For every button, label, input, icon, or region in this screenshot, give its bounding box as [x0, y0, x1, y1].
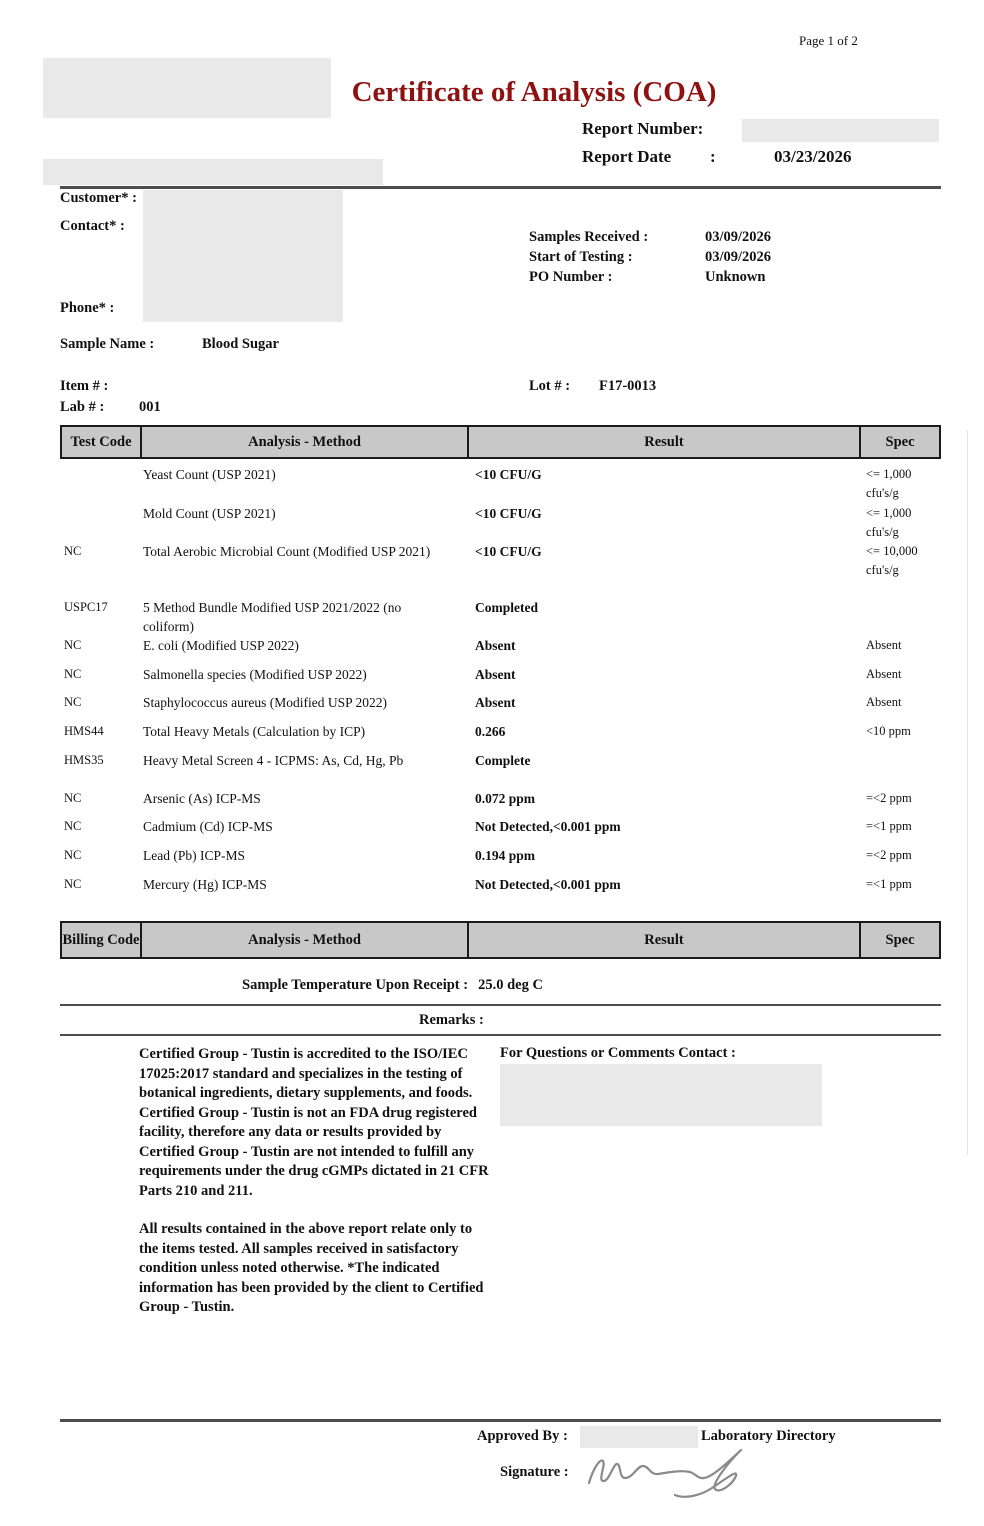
- table-row: [60, 846, 941, 865]
- cell-code: NC: [64, 791, 82, 805]
- report-date-label: Report Date: [582, 147, 672, 166]
- footer-divider-rule: [60, 1419, 941, 1422]
- header-spec: Spec: [885, 434, 915, 450]
- cell-code: NC: [64, 877, 82, 891]
- table-row: [60, 598, 941, 636]
- lab-number-label: Lab # :: [60, 399, 105, 415]
- temperature-divider-rule: [60, 1004, 941, 1006]
- cell-result: 0.266: [475, 724, 506, 739]
- cell-spec: <= 1,000 cfu's/g: [866, 467, 912, 500]
- redacted-lab-logo: [43, 58, 331, 118]
- cell-code: HMS44: [64, 724, 104, 738]
- billing-table: [60, 921, 941, 959]
- samples-received-label: Samples Received :: [529, 229, 649, 245]
- customer-label: Customer* :: [60, 190, 137, 206]
- cell-analysis: Staphylococcus aureus (Modified USP 2022): [143, 695, 387, 710]
- results-table-header: [60, 425, 941, 459]
- cell-code: [60, 504, 140, 542]
- sample-temperature-value: 25.0 deg C: [478, 977, 543, 993]
- cell-result: <10 CFU/G: [475, 506, 542, 521]
- item-number-label: Item # :: [60, 378, 109, 394]
- table-row: [60, 722, 941, 741]
- cell-spec: <= 10,000 cfu's/g: [866, 544, 918, 577]
- cell-result: 0.194 ppm: [475, 848, 536, 863]
- cell-analysis: Yeast Count (USP 2021): [143, 467, 276, 482]
- questions-contact-label: For Questions or Comments Contact :: [500, 1045, 736, 1061]
- cell-result: 0.072 ppm: [475, 791, 536, 806]
- remarks-label: Remarks :: [419, 1012, 484, 1028]
- results-disclaimer-paragraph: All results contained in the above report relate only to the items tested. All samples received in satisfactory condition unless noted otherwise. *The indicated information has been provided by the client to Certified Group - Tustin.: [139, 1221, 484, 1315]
- table-row: [60, 875, 941, 894]
- header-billing-code: Billing Code: [62, 923, 142, 957]
- cell-analysis: Total Aerobic Microbial Count (Modified USP 2021): [143, 544, 431, 559]
- cell-code: [60, 465, 140, 503]
- cell-spec: <= 1,000 cfu's/g: [866, 506, 912, 539]
- remarks-divider-rule: [60, 1034, 941, 1036]
- cell-analysis: Mercury (Hg) ICP-MS: [143, 877, 267, 892]
- cell-spec: =<2 ppm: [866, 791, 912, 805]
- report-date-colon: :: [710, 147, 716, 166]
- cell-code: NC: [64, 638, 82, 652]
- cell-analysis: Cadmium (Cd) ICP-MS: [143, 819, 273, 834]
- cell-spec: =<1 ppm: [866, 819, 912, 833]
- start-of-testing-value: 03/09/2026: [705, 249, 772, 265]
- table-row: [60, 817, 941, 836]
- lot-number-label: Lot # :: [529, 378, 571, 394]
- table-row: [60, 542, 941, 580]
- cell-result: Complete: [475, 753, 531, 768]
- po-number-label: PO Number :: [529, 269, 613, 285]
- cell-spec: [859, 751, 937, 770]
- cell-code: HMS35: [64, 753, 104, 767]
- signature-image: [583, 1443, 775, 1501]
- cell-analysis: Salmonella species (Modified USP 2022): [143, 667, 367, 682]
- report-number-label: Report Number:: [582, 119, 704, 138]
- cell-code: NC: [64, 544, 82, 558]
- sample-name-value: Blood Sugar: [202, 336, 279, 352]
- start-of-testing-label: Start of Testing :: [529, 249, 633, 265]
- cell-result: Absent: [475, 695, 516, 710]
- redacted-lab-address: [43, 159, 383, 185]
- signature-scribble-icon: [583, 1443, 775, 1501]
- cell-spec: [859, 598, 937, 636]
- cell-spec: <10 ppm: [866, 724, 911, 738]
- sample-temperature-label: Sample Temperature Upon Receipt :: [242, 977, 469, 993]
- sample-temperature-row: [242, 977, 543, 994]
- lot-number-value: F17-0013: [599, 378, 657, 394]
- cell-spec: =<1 ppm: [866, 877, 912, 891]
- redacted-contact-details: [500, 1064, 822, 1126]
- contact-label: Contact* :: [60, 218, 125, 234]
- table-row: [60, 693, 941, 712]
- po-number-value: Unknown: [705, 269, 766, 285]
- cell-analysis: Total Heavy Metals (Calculation by ICP): [143, 724, 366, 739]
- cell-analysis: 5 Method Bundle Modified USP 2021/2022 (no coliform): [143, 600, 402, 634]
- cell-code: NC: [64, 819, 82, 833]
- accreditation-paragraph: Certified Group - Tustin is accredited to the ISO/IEC 17025:2017 standard and specializes in the testing of botanical ingredients, dietary supplements, and foods. Certified Group - Tustin is not an FDA drug registered facility, therefore any data or results provided by Certified Group - Tustin are not intended to fulfill any requirements under the drug cGMPs dictated in 21 CFR Parts 210 and 211.: [139, 1046, 489, 1199]
- cell-code: NC: [64, 695, 82, 709]
- results-table-body: [60, 459, 941, 894]
- report-date-value: 03/23/2026: [774, 147, 852, 166]
- table-row: [60, 665, 941, 684]
- cell-code: NC: [64, 667, 82, 681]
- cell-result: Absent: [475, 638, 516, 653]
- document-title: Certificate of Analysis (COA): [351, 76, 717, 108]
- phone-label: Phone* :: [60, 300, 115, 316]
- cell-result: Absent: [475, 667, 516, 682]
- billing-table-header: [60, 921, 941, 959]
- table-row: [60, 789, 941, 808]
- cell-code: NC: [64, 848, 82, 862]
- table-row: [60, 636, 941, 655]
- header-result: Result: [469, 427, 861, 457]
- cell-spec: Absent: [866, 667, 902, 681]
- table-row: [60, 465, 941, 503]
- cell-spec: =<2 ppm: [866, 848, 912, 862]
- header-analysis-method: Analysis - Method: [142, 923, 469, 957]
- samples-received-value: 03/09/2026: [705, 229, 772, 245]
- cell-analysis: Arsenic (As) ICP-MS: [143, 791, 261, 806]
- header-test-code: Test Code: [62, 427, 142, 457]
- cell-result: <10 CFU/G: [475, 467, 542, 482]
- header-spec: Spec: [885, 932, 915, 948]
- header-result: Result: [469, 923, 861, 957]
- cell-result: <10 CFU/G: [475, 544, 542, 559]
- cell-analysis: Heavy Metal Screen 4 - ICPMS: As, Cd, Hg, Pb: [143, 753, 404, 768]
- table-right-edge-line: [967, 430, 968, 1155]
- cell-result: Not Detected,<0.001 ppm: [475, 819, 621, 834]
- table-row: [60, 504, 941, 542]
- header-divider-rule: [60, 186, 941, 189]
- redacted-customer-details: [143, 190, 343, 322]
- page-number-label: Page 1 of 2: [799, 33, 858, 48]
- cell-analysis: Lead (Pb) ICP-MS: [143, 848, 245, 863]
- approved-by-label: Approved By :: [477, 1428, 568, 1444]
- header-analysis-method: Analysis - Method: [142, 427, 469, 457]
- signature-label: Signature :: [500, 1464, 569, 1480]
- cell-code: USPC17: [64, 600, 108, 614]
- cell-analysis: E. coli (Modified USP 2022): [143, 638, 299, 653]
- cell-result: Completed: [475, 600, 538, 615]
- results-table: [60, 425, 941, 904]
- table-row: [60, 751, 941, 770]
- redacted-report-number-value: [742, 119, 939, 142]
- approver-title: Laboratory Directory: [701, 1428, 836, 1444]
- disclaimer-block: [139, 1045, 493, 1337]
- sample-name-label: Sample Name :: [60, 336, 155, 352]
- lab-number-value: 001: [139, 399, 161, 415]
- cell-spec: Absent: [866, 695, 902, 709]
- cell-analysis: Mold Count (USP 2021): [143, 506, 276, 521]
- cell-result: Not Detected,<0.001 ppm: [475, 877, 621, 892]
- cell-spec: Absent: [866, 638, 902, 652]
